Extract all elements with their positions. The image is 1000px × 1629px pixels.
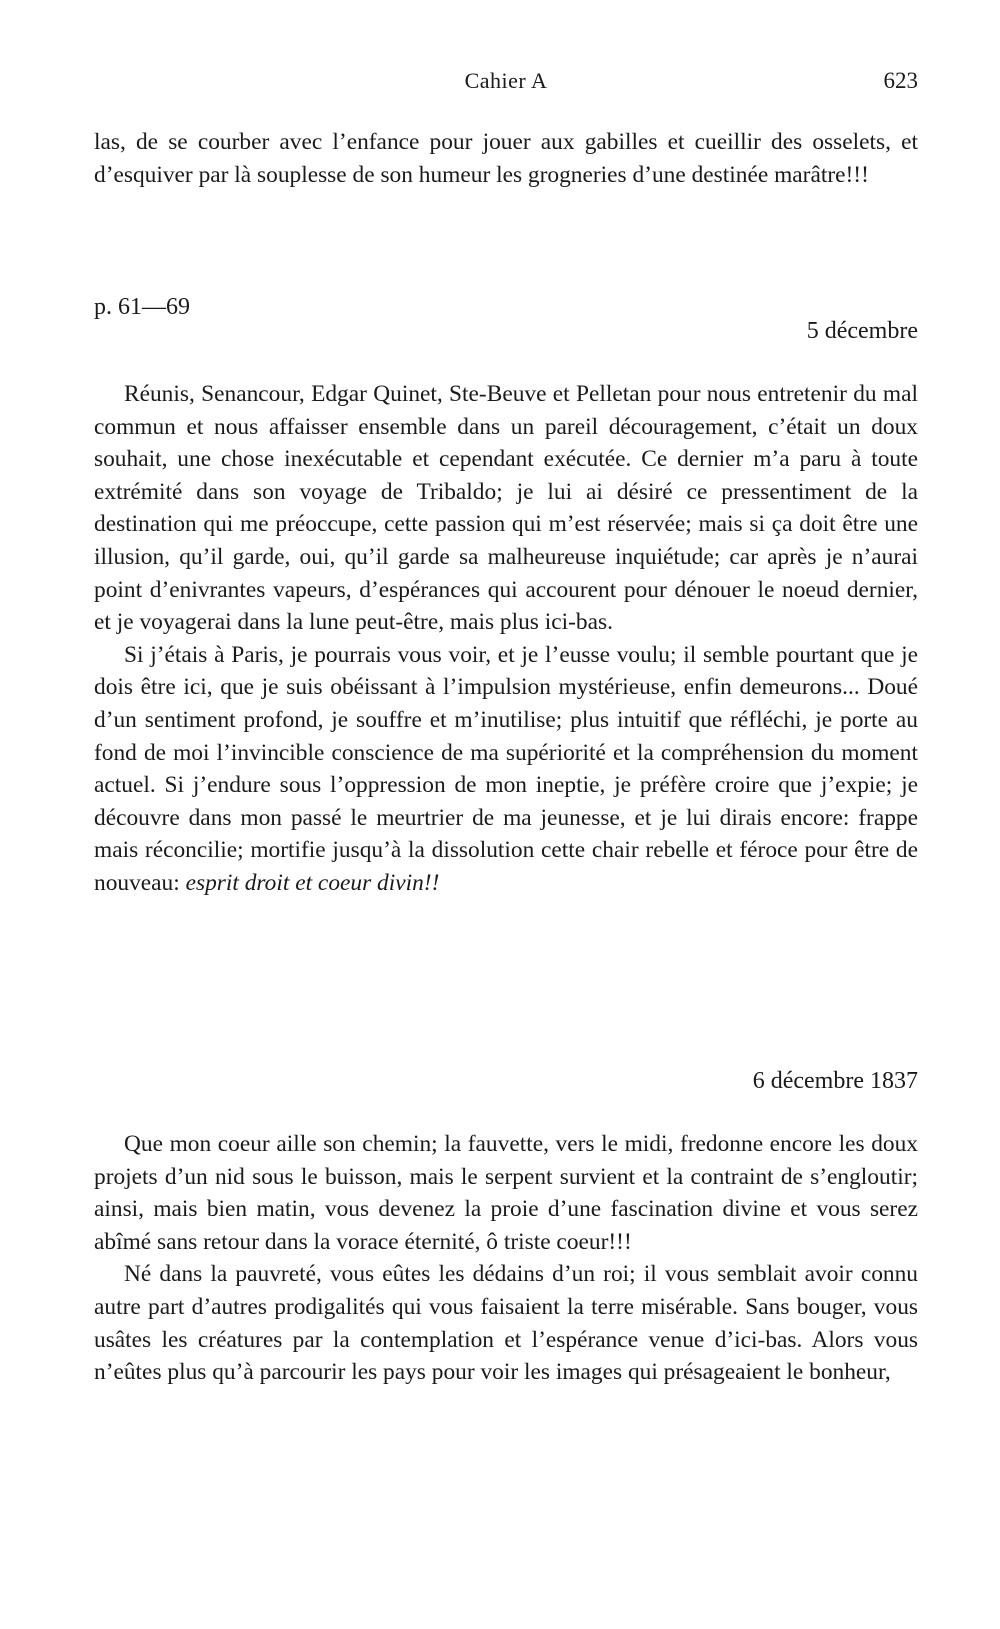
entry-6-december-paragraph-2: Né dans la pauvreté, vous eûtes les dédains d’un roi; il vous semblait avoir connu autre part d’autres prodigalités qui vous faisaient la terre misérable. Sans bouger, vous usâtes les créatures par la contemplation et l’espérance venue d’ici-bas. Alors vous n’eûtes plus qu’à parcourir les pays pour voir les images qui présageaient le bonheur, (94, 1261, 918, 1386)
entry-6-december-paragraph-1: Que mon coeur aille son chemin; la fauvette, vers le midi, fredonne encore les doux projets d’un nid sous le buisson, mais le serpent survient et la contraint de s’engloutir; ainsi, mais bien matin, vous devenez la proie d’une fascination divine et vous serez abîmé sans retour dans la vorace éternité, ô triste coeur!!! (94, 1131, 918, 1255)
paragraph-2-roman-text: Si j’étais à Paris, je pourrais vous voir, et je l’eusse voulu; il semble pourtant que je dois être ici, que je suis obéissant à l’impulsion mystérieuse, enfin demeurons... Doué d’un sentiment profond, je souffre et m’inutilise; plus intuitif que réfléchi, je porte au fond de moi l’invincible conscience de ma supériorité et la compréhension du moment actuel. Si j’endure sous l’oppression de mon ineptie, je préfère croire que j’expie; je découvre dans mon passé le meurtrier de ma jeunesse, et je lui dirais encore: frappe mais réconcilie; mortifie jusqu’à la dissolution cette chair rebelle et féroce pour être de nouveau: (94, 641, 918, 896)
entry-5-december-paragraph-1: Réunis, Senancour, Edgar Quinet, Ste-Beuve et Pelletan pour nous entretenir du mal commun et nous affaisser ensemble dans un pareil découragement, c’était un doux souhait, une chose inexécutable et cependant exécutée. Ce dernier m’a paru à toute extrémité dans son voyage de Tribaldo; je lui ai désiré ce pressentiment de la destination qui me préoccupe, cette passion qui m’est réservée; mais si ça doit être une illusion, qu’il garde, oui, qu’il garde sa malheureuse inquiétude; car après je n’aurai point d’enivrantes vapeurs, d’espérances qui accourent pour dénouer le noeud dernier, et je voyagerai dans la lune peut-être, mais plus ici-bas. (94, 381, 918, 636)
page-number: 623 (883, 68, 918, 93)
entry-6-december-body (94, 1128, 918, 1389)
paragraph-2-italic-ending: esprit droit et coeur divin!! (185, 869, 440, 896)
continuation-paragraph: las, de se courber avec l’enfance pour jouer aux gabilles et cueillir des osselets, et d’esquiver par là souplesse de son humeur les grogneries d’une destinée marâtre!!! (94, 129, 918, 188)
entry-date-6-december-1837: 6 décembre 1837 (752, 1068, 918, 1094)
entry-date-5-december: 5 décembre (806, 318, 918, 344)
entry-5-december-paragraph-2 (94, 639, 918, 900)
continuation-paragraph-block (94, 126, 918, 191)
running-title: Cahier A (464, 68, 548, 93)
entry-page-reference: p. 61—69 (94, 294, 190, 320)
entry-5-december-body (94, 378, 918, 900)
running-header (94, 68, 918, 100)
